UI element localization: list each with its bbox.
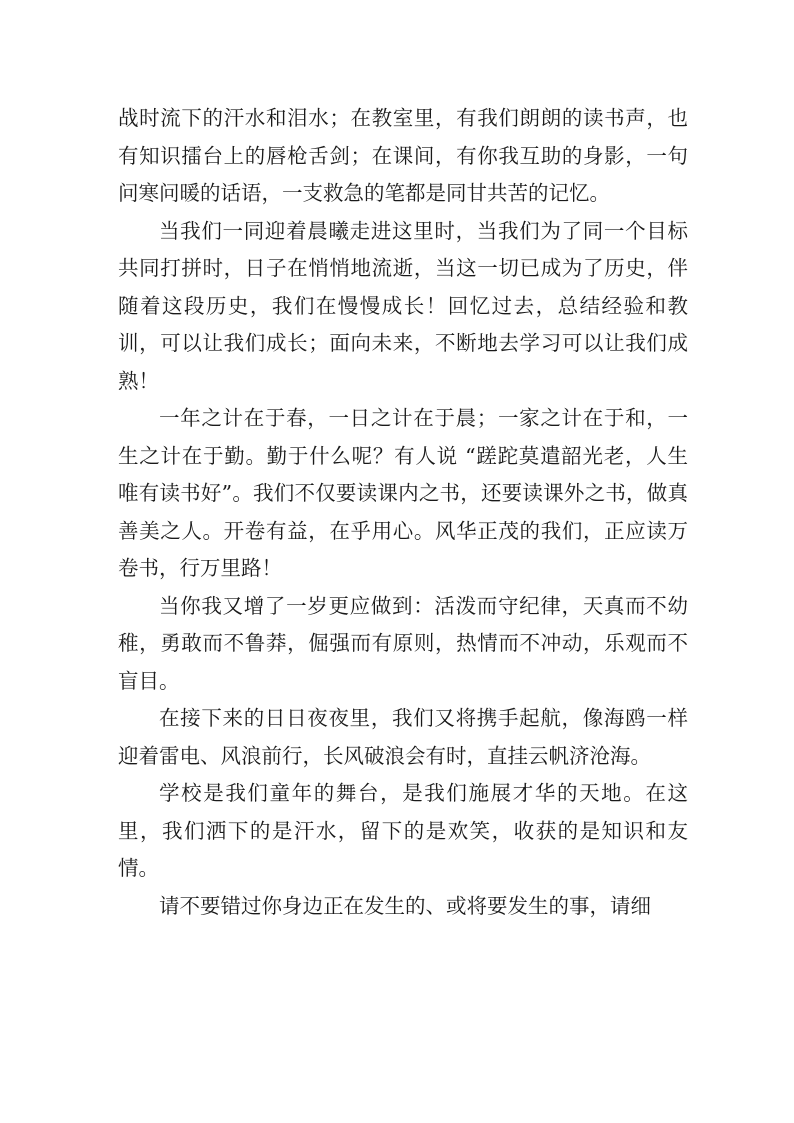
- paragraph-6: 学校是我们童年的舞台，是我们施展才华的天地。在这里，我们洒下的是汗水，留下的是欢笑，收获的是知识和友情。: [118, 781, 688, 880]
- paragraph-4: 当你我又增了一岁更应做到：活泼而守纪律，天真而不幼稚，勇敢而不鲁莽，倔强而有原则，热情而不冲动，乐观而不盲目。: [118, 593, 688, 693]
- document-page: [118, 100, 688, 925]
- paragraph-1: 战时流下的汗水和泪水；在教室里，有我们朗朗的读书声，也有知识擂台上的唇枪舌剑；在课间，有你我互助的身影，一句问寒问暖的话语，一支救急的笔都是同甘共苦的记忆。: [118, 106, 688, 205]
- paragraph-3: 一年之计在于春，一日之计在于晨；一家之计在于和，一生之计在于勤。勤于什么呢？有人说 “蹉跎莫遣韶光老，人生唯有读书好”。我们不仅要读课内之书，还要读课外之书，做真善美之人。开卷有益，在乎用心。风华正茂的我们，正应读万卷书，行万里路！: [118, 406, 688, 580]
- paragraph-5: 在接下来的日日夜夜里，我们又将携手起航，像海鸥一样迎着雷电、风浪前行，长风破浪会有时，直挂云帆济沧海。: [118, 706, 688, 768]
- paragraph-2: 当我们一同迎着晨曦走进这里时，当我们为了同一个目标共同打拼时，日子在悄悄地流逝，当这一切已成为了历史，伴随着这段历史，我们在慢慢成长！回忆过去，总结经验和教训，可以让我们成长；面向未来，不断地去学习可以让我们成熟！: [118, 218, 688, 393]
- paragraph-7: 请不要错过你身边正在发生的、或将要发生的事，请细: [159, 893, 651, 918]
